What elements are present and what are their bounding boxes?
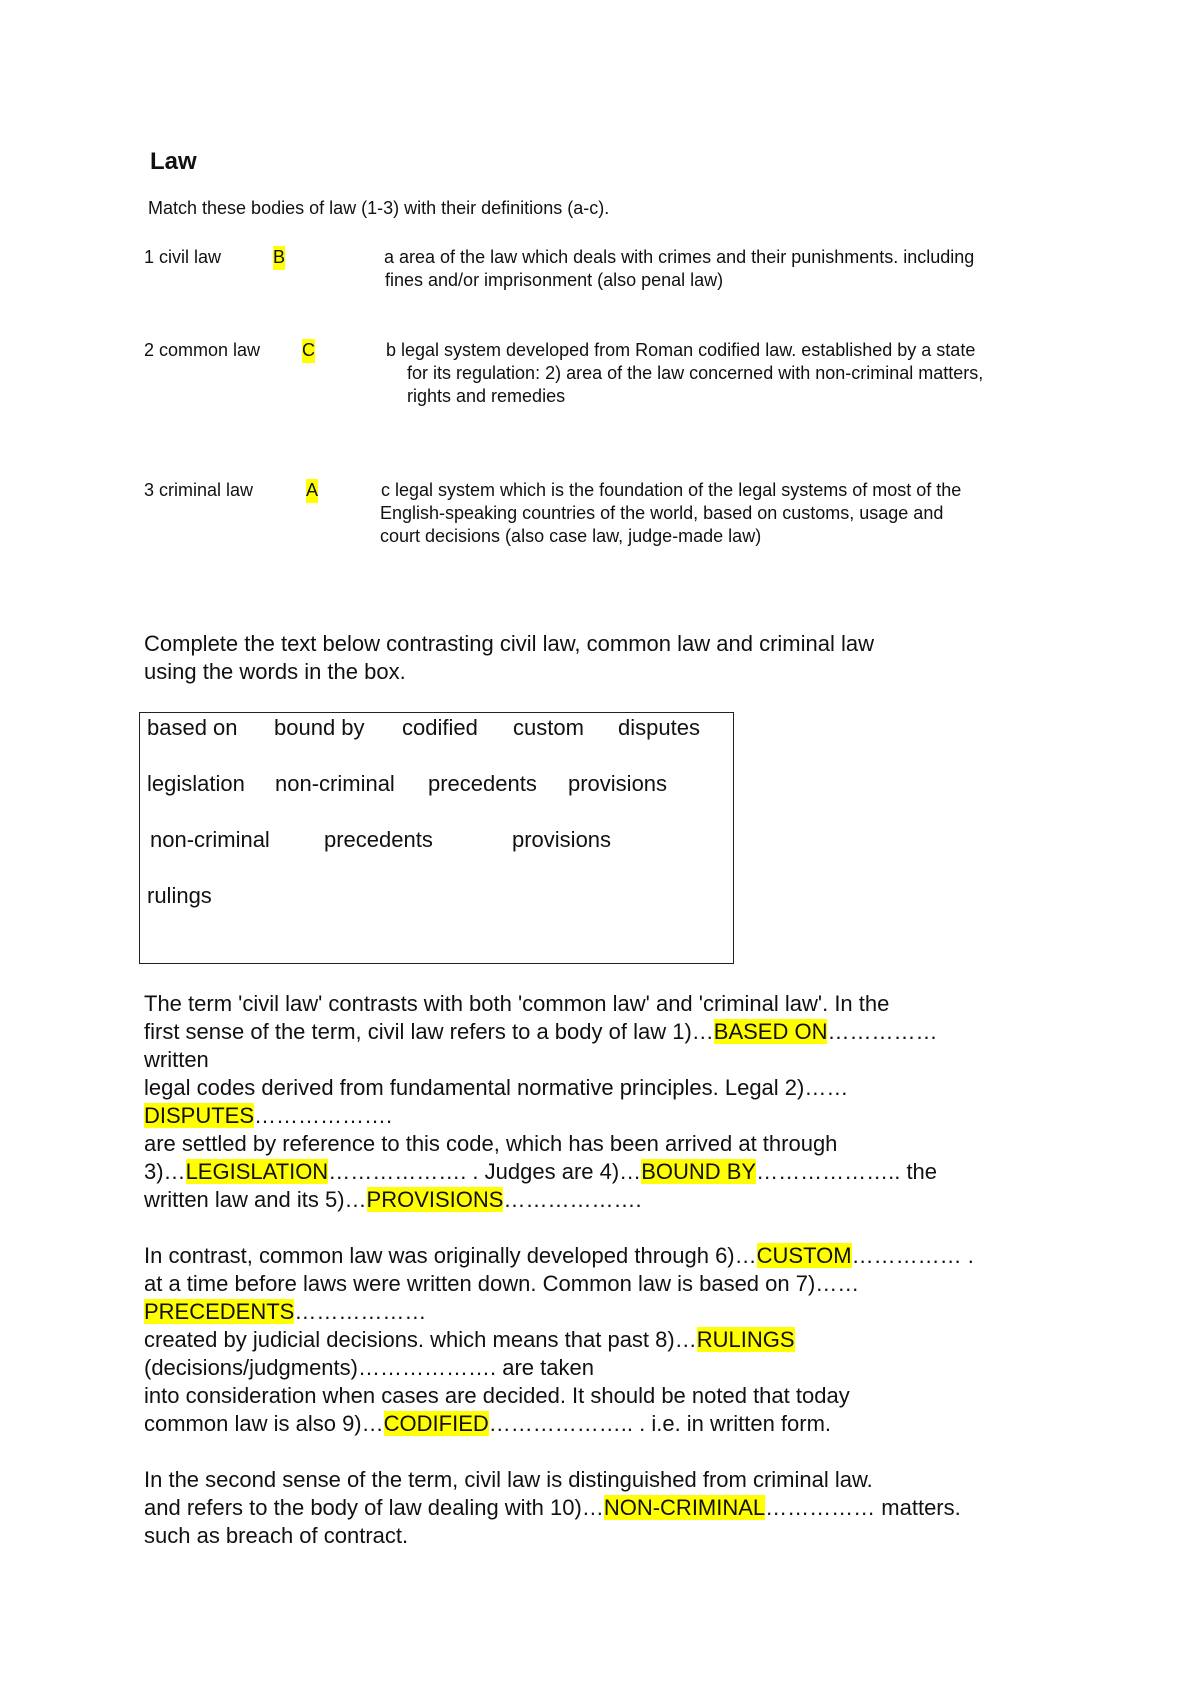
definition-c-line2: English-speaking countries of the world, based on customs, usage and [380,503,944,523]
p1-line6: are settled by reference to this code, which has been arrived at through [144,1131,838,1156]
p1-line2: first sense of the term, civil law refers to a body of law 1)…BASED ON…………… [144,1019,938,1044]
word-precedents: precedents [428,771,537,796]
term-common-law: 2 common law [144,340,261,360]
p1-line4: legal codes derived from fundamental normative principles. Legal 2)…… [144,1075,849,1100]
answer-based-on: BASED ON [713,1019,828,1044]
answer-provisions: PROVISIONS [366,1187,504,1212]
p3-line2: and refers to the body of law dealing with 10)…NON-CRIMINAL…………… matters. [144,1495,961,1520]
word-codified: codified [402,715,478,740]
definition-b-line3: rights and remedies [407,386,566,406]
answer-non-criminal: NON-CRIMINAL [603,1495,766,1520]
p2-line6: into consideration when cases are decided. It should be noted that today [144,1383,850,1408]
definition-c-line1: c legal system which is the foundation of the legal systems of most of the [381,480,962,500]
exercise1-instruction: Match these bodies of law (1-3) with their definitions (a-c). [148,198,610,218]
answer-3: A [306,479,318,503]
p2-line1: In contrast, common law was originally developed through 6)…CUSTOM…………… . [144,1243,974,1268]
word-custom: custom [513,715,584,740]
exercise2-instruction-line1: Complete the text below contrasting civil law, common law and criminal law [144,631,874,656]
word-disputes: disputes [618,715,700,740]
answer-disputes: DISPUTES [144,1103,255,1128]
p1-line3: written [144,1047,209,1072]
p2-line7: common law is also 9)…CODIFIED……………….. . i.e. in written form. [144,1411,832,1436]
p3-line3: such as breach of contract. [144,1523,409,1548]
answer-precedents: PRECEDENTS [144,1299,295,1324]
page-title: Law [150,148,197,175]
term-civil-law: 1 civil law [144,247,222,267]
p2-line3: PRECEDENTS……………… [144,1299,427,1324]
word-rulings: rulings [147,883,212,908]
word-non-criminal: non-criminal [275,771,395,796]
p3-line1: In the second sense of the term, civil law is distinguished from criminal law. [144,1467,873,1492]
answer-codified: CODIFIED [383,1411,489,1436]
definition-b-line2: for its regulation: 2) area of the law concerned with non-criminal matters, [407,363,984,383]
p2-line2: at a time before laws were written down. Common law is based on 7)…… [144,1271,860,1296]
term-criminal-law: 3 criminal law [144,480,254,500]
word-box [139,712,734,964]
word-non-criminal-2: non-criminal [150,827,270,852]
p1-line8: written law and its 5)…PROVISIONS………………. [144,1187,642,1212]
p1-line5: DISPUTES………………. [144,1103,393,1128]
p1-line7: 3)…LEGISLATION………………. . Judges are 4)…BOUND BY……………….. the [144,1159,938,1184]
definition-b-line1: b legal system developed from Roman codified law. established by a state [386,340,976,360]
p2-line5: (decisions/judgments)………………. are taken [144,1355,594,1380]
answer-custom: CUSTOM [756,1243,852,1268]
answer-1: B [273,246,285,270]
exercise2-instruction-line2: using the words in the box. [144,659,406,684]
word-provisions-2: provisions [512,827,612,852]
word-bound-by: bound by [274,715,365,740]
answer-rulings: RULINGS [696,1327,795,1352]
definition-a-line1: a area of the law which deals with crimes and their punishments. including [384,247,975,267]
p1-line1: The term 'civil law' contrasts with both 'common law' and 'criminal law'. In the [144,991,890,1016]
answer-2: C [302,339,315,363]
word-legislation: legislation [147,771,245,796]
word-precedents-2: precedents [324,827,433,852]
word-based-on: based on [147,715,238,740]
p2-line4: created by judicial decisions. which means that past 8)…RULINGS [144,1327,795,1352]
definition-c-line3: court decisions (also case law, judge-made law) [380,526,762,546]
answer-legislation: LEGISLATION [185,1159,329,1184]
definition-a-line2: fines and/or imprisonment (also penal law) [385,270,724,290]
word-provisions: provisions [568,771,668,796]
answer-bound-by: BOUND BY [641,1159,757,1184]
